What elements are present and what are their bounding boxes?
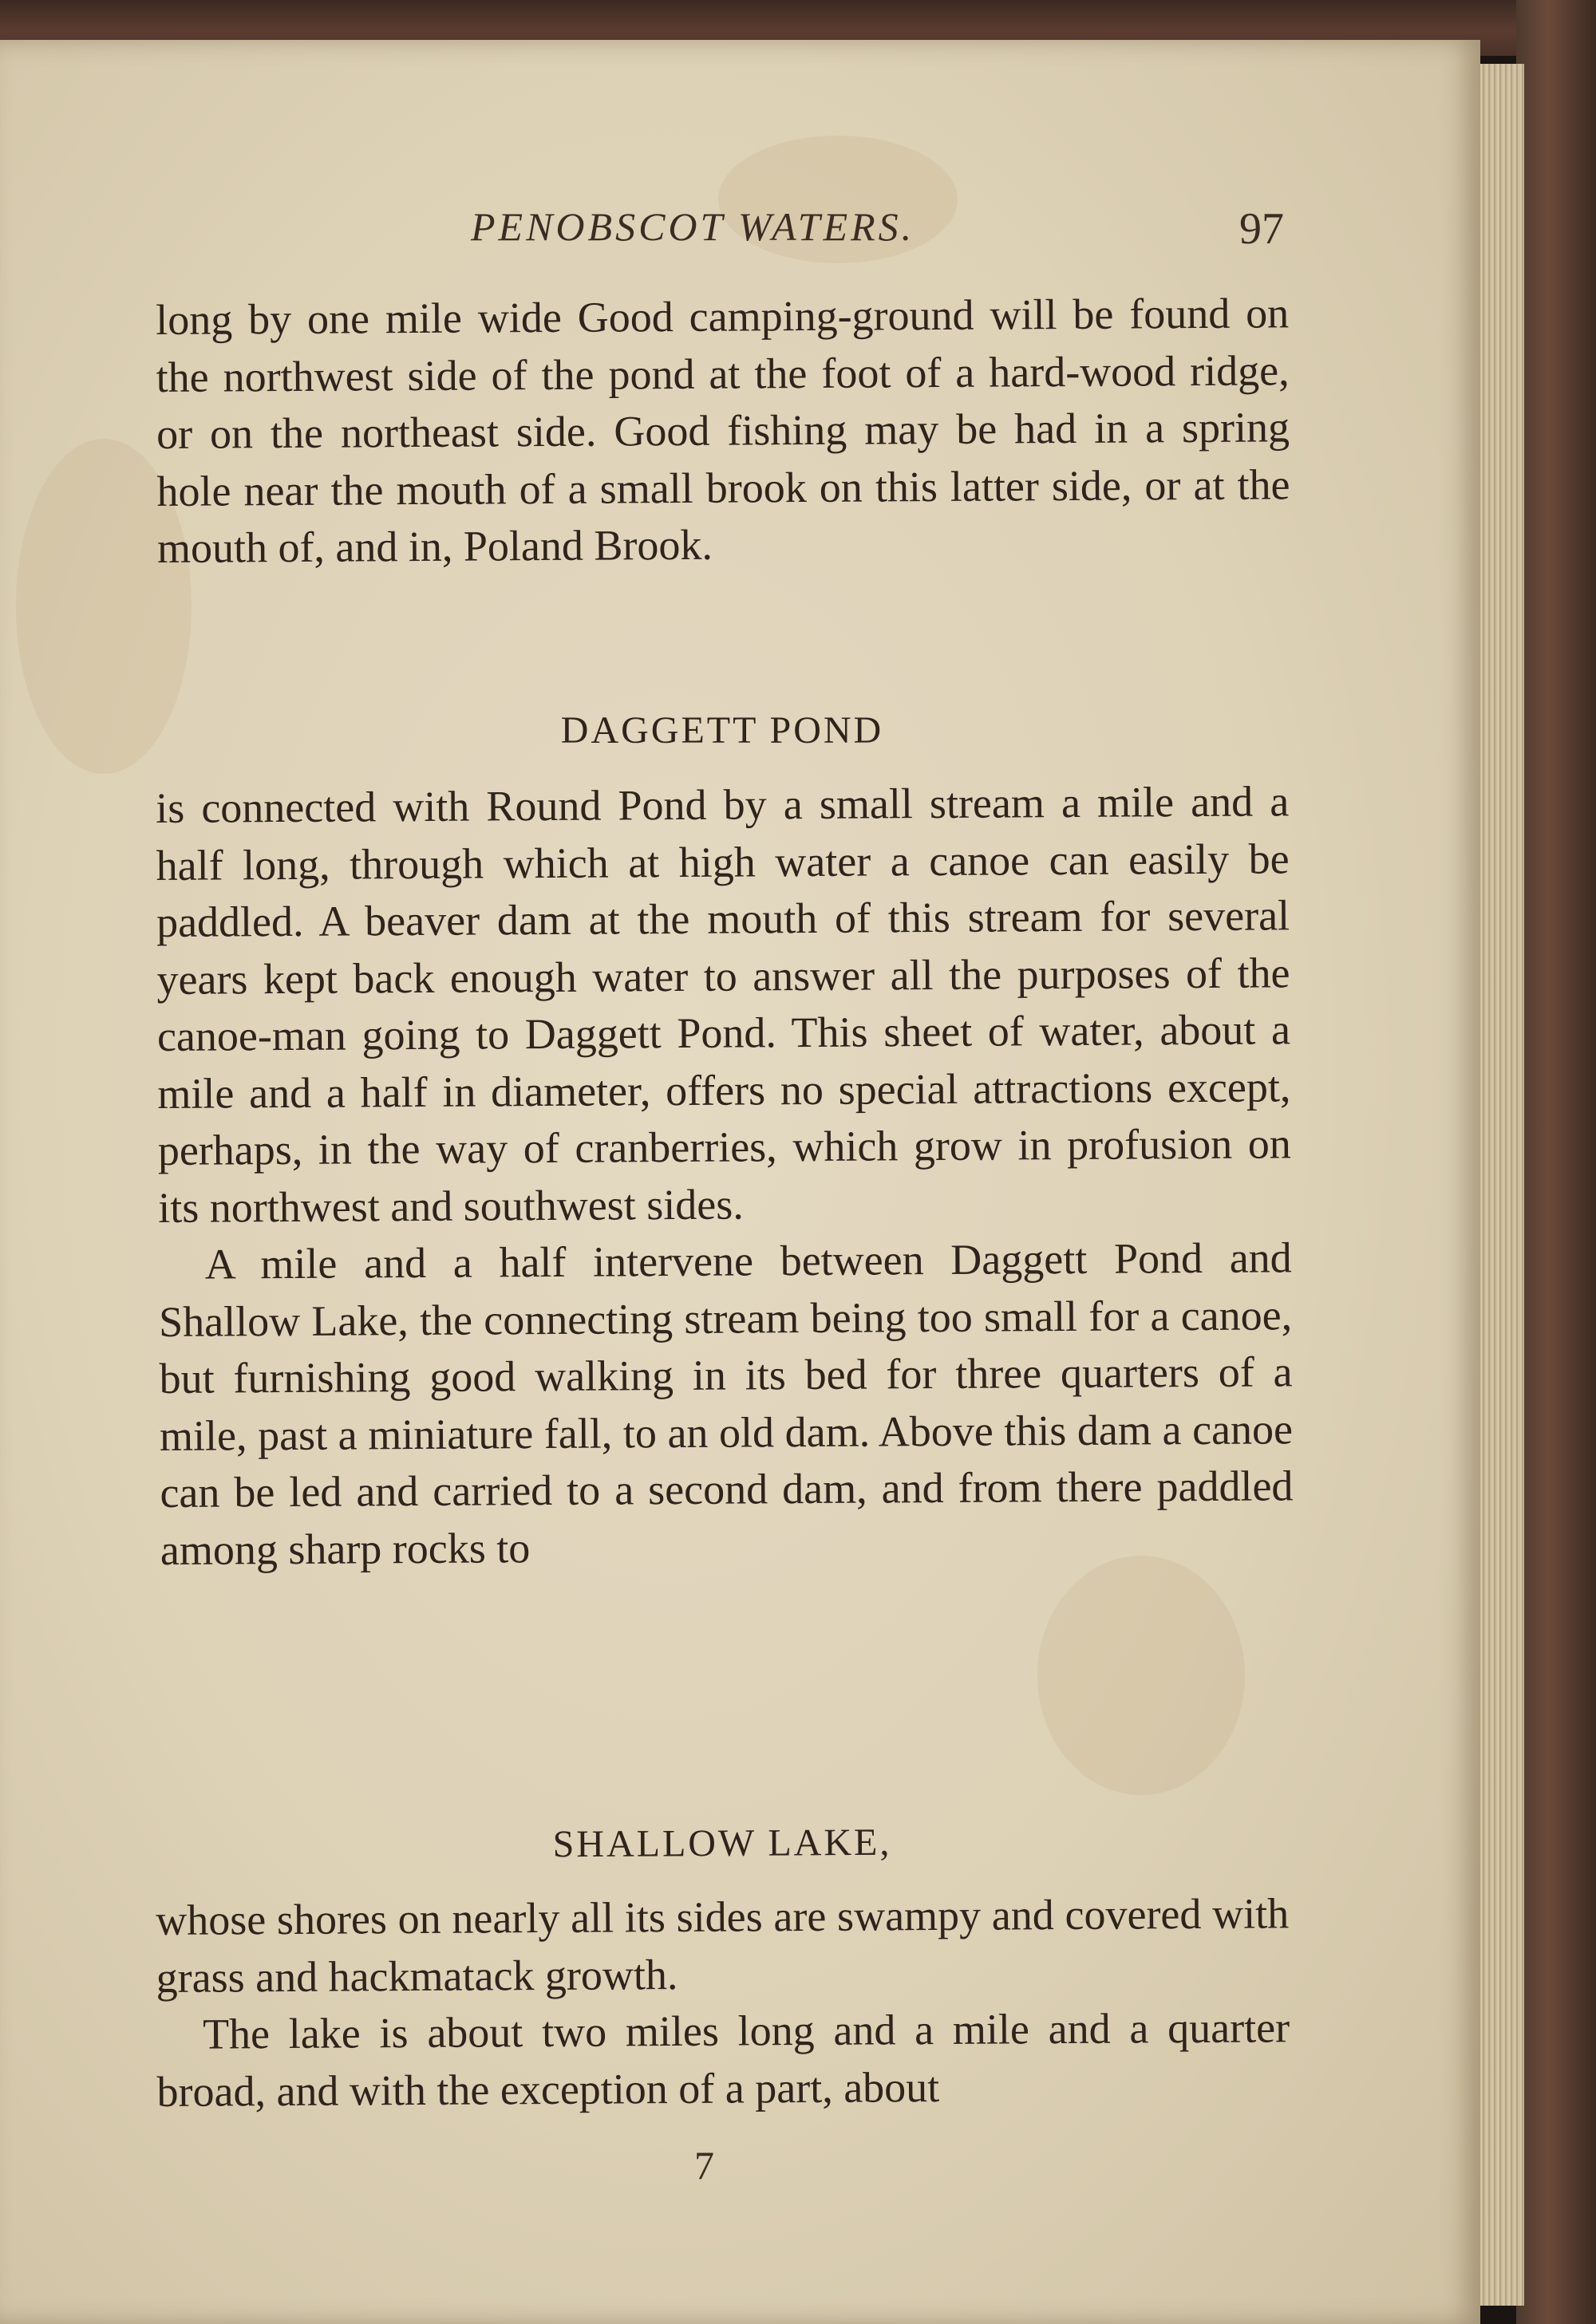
paragraph-3: A mile and a half intervene between Daggett Pond and Shallow Lake, the connecting stream being too small for a canoe, but furnishing good walking in its bed for three quarters of a mile, past a miniature fall, to an old dam. Above this dam a canoe can be led and carried to a second dam, and from there paddled among sharp rocks to (158, 1233, 1294, 1574)
body-text-block-2 (156, 773, 1294, 1579)
page-number: 97 (1239, 204, 1284, 254)
paragraph-4: whose shores on nearly all its sides are swampy and covered with grass and hackmatack growth. (156, 1889, 1290, 2002)
paper-stain (1037, 1556, 1245, 1795)
body-text-block-1 (156, 285, 1290, 577)
body-text-block-3 (156, 1885, 1290, 2121)
paragraph-5: The lake is about two miles long and a mile and a quarter broad, and with the exception of a part, about (156, 2003, 1290, 2116)
paragraph-1: long by one mile wide Good camping-ground will be found on the northwest side of the pond at the foot of a hard-wood ridge, or on the northeast side. Good fishing may be had in a spring hole near the mouth of a small brook on this latter side, or at the mouth of, and in, Poland Brook. (156, 289, 1290, 572)
section-heading-daggett-pond: DAGGETT POND (560, 709, 884, 752)
signature-mark: 7 (694, 2143, 714, 2188)
book-cover-right-edge (1516, 0, 1596, 2324)
section-heading-shallow-lake: SHALLOW LAKE, (552, 1821, 892, 1866)
paragraph-2: is connected with Round Pond by a small stream a mile and a half long, through which at high water a canoe can easily be paddled. A beaver dam at the mouth of this stream for several years kept back enough water to answer all the purposes of the canoe-man going to Daggett Pond. This sheet of water, about a mile and a half in diameter, offers no special attractions except, perhaps, in the way of cranberries, which grow in profusion on its northwest and southwest sides. (156, 777, 1291, 1232)
running-head-title: PENOBSCOT WATERS. (471, 204, 915, 249)
